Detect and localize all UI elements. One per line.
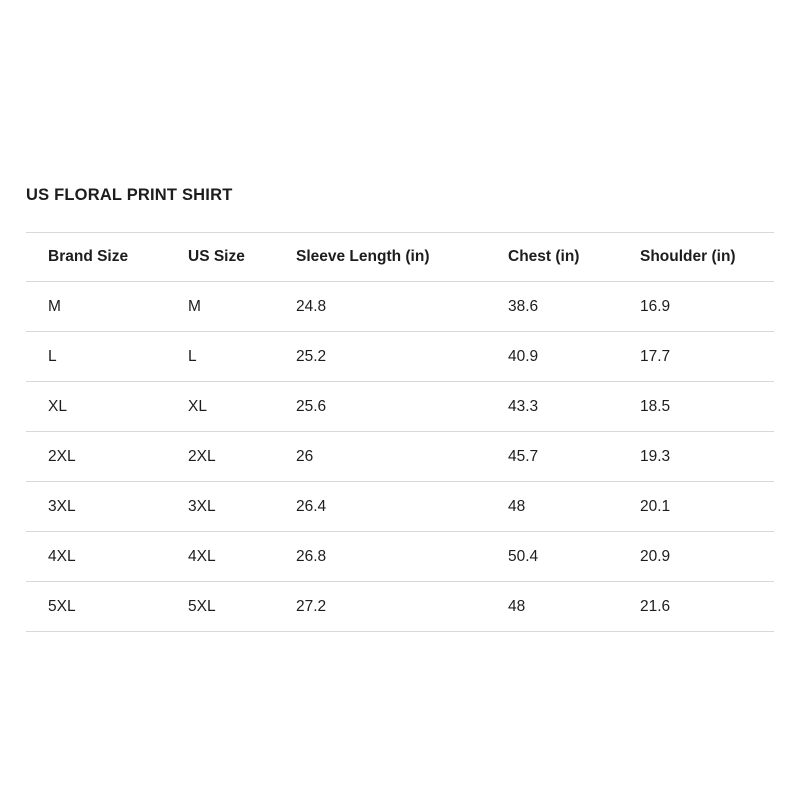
cell-us-size: 4XL (166, 532, 274, 582)
cell-brand-size: M (26, 282, 166, 332)
cell-sleeve-length: 25.2 (274, 332, 486, 382)
column-header-chest: Chest (in) (486, 233, 618, 282)
cell-brand-size: XL (26, 382, 166, 432)
cell-sleeve-length: 27.2 (274, 582, 486, 632)
table-row (26, 482, 774, 532)
cell-shoulder: 18.5 (618, 382, 774, 432)
cell-us-size: L (166, 332, 274, 382)
cell-brand-size: 4XL (26, 532, 166, 582)
table-row (26, 282, 774, 332)
page-title: US FLORAL PRINT SHIRT (26, 186, 233, 204)
cell-shoulder: 20.1 (618, 482, 774, 532)
cell-sleeve-length: 24.8 (274, 282, 486, 332)
cell-us-size: 3XL (166, 482, 274, 532)
cell-sleeve-length: 26.4 (274, 482, 486, 532)
cell-brand-size: 3XL (26, 482, 166, 532)
cell-chest: 40.9 (486, 332, 618, 382)
column-header-brand-size: Brand Size (26, 233, 166, 282)
size-table-container (26, 232, 774, 632)
cell-sleeve-length: 26.8 (274, 532, 486, 582)
cell-chest: 38.6 (486, 282, 618, 332)
cell-chest: 43.3 (486, 382, 618, 432)
table-row (26, 432, 774, 482)
cell-shoulder: 17.7 (618, 332, 774, 382)
cell-chest: 48 (486, 482, 618, 532)
cell-brand-size: 2XL (26, 432, 166, 482)
cell-shoulder: 16.9 (618, 282, 774, 332)
cell-us-size: XL (166, 382, 274, 432)
table-row (26, 332, 774, 382)
cell-us-size: 5XL (166, 582, 274, 632)
column-header-us-size: US Size (166, 233, 274, 282)
table-row (26, 382, 774, 432)
cell-brand-size: L (26, 332, 166, 382)
cell-shoulder: 21.6 (618, 582, 774, 632)
size-table (26, 232, 774, 632)
column-header-sleeve-length: Sleeve Length (in) (274, 233, 486, 282)
cell-sleeve-length: 26 (274, 432, 486, 482)
column-header-shoulder: Shoulder (in) (618, 233, 774, 282)
cell-chest: 45.7 (486, 432, 618, 482)
cell-us-size: M (166, 282, 274, 332)
cell-chest: 48 (486, 582, 618, 632)
table-header-row (26, 233, 774, 282)
table-row (26, 532, 774, 582)
cell-chest: 50.4 (486, 532, 618, 582)
table-header (26, 233, 774, 282)
cell-shoulder: 20.9 (618, 532, 774, 582)
cell-brand-size: 5XL (26, 582, 166, 632)
cell-shoulder: 19.3 (618, 432, 774, 482)
table-body (26, 282, 774, 632)
cell-sleeve-length: 25.6 (274, 382, 486, 432)
table-row (26, 582, 774, 632)
cell-us-size: 2XL (166, 432, 274, 482)
